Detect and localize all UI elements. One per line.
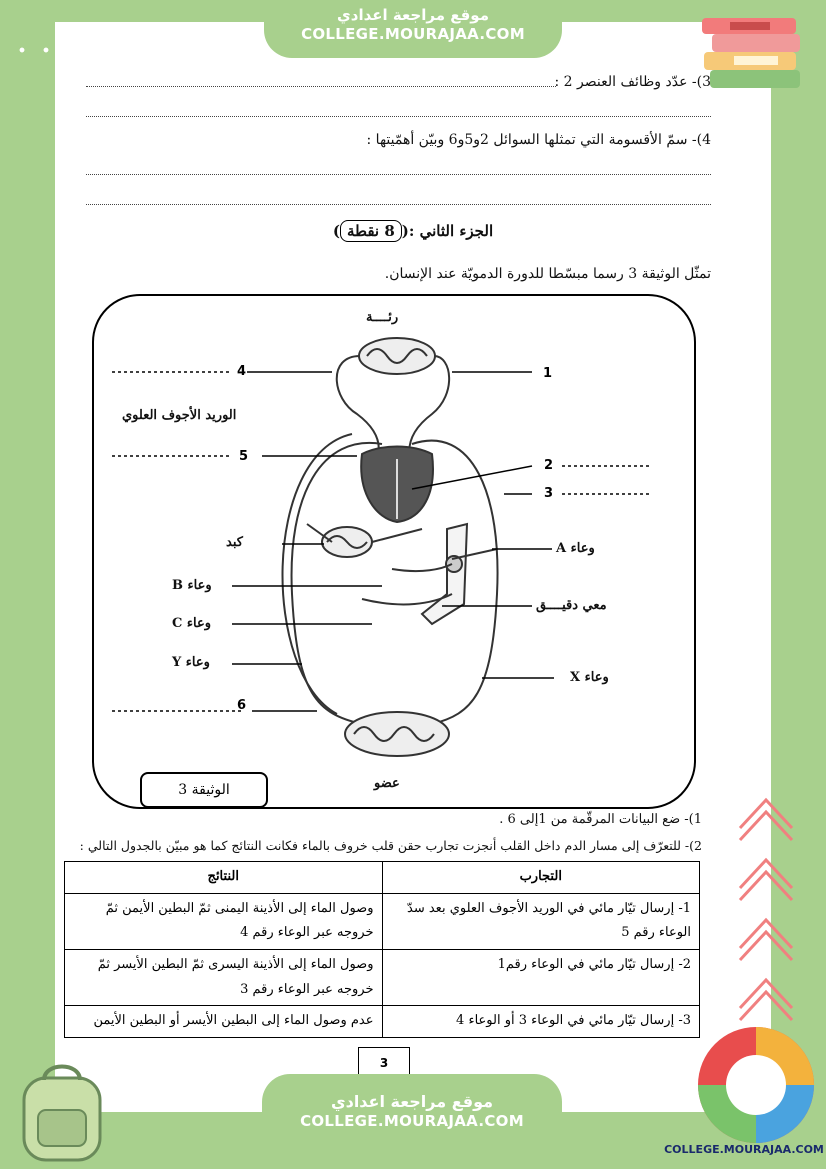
answer-line[interactable] bbox=[86, 174, 711, 175]
label-number-2: 2 bbox=[544, 458, 554, 473]
question-1: 1)- ضع البيانات المرقّمة من 1إلى 6 . bbox=[499, 812, 702, 827]
table-header: النتائج bbox=[65, 862, 383, 894]
label-organ: عضو bbox=[374, 776, 400, 791]
table-cell: وصول الماء إلى الأذينة اليمنى ثمّ البطين الأيمن ثمّ خروجه عبر الوعاء رقم 4 bbox=[65, 893, 383, 949]
label-small-intestine: معي دقيــــق bbox=[536, 598, 607, 613]
books-icon bbox=[700, 14, 808, 96]
table-row bbox=[65, 893, 700, 949]
backpack-icon bbox=[14, 1058, 110, 1164]
label-number-1: 1 bbox=[543, 366, 553, 381]
table-cell: عدم وصول الماء إلى البطين الأيسر أو البطين الأيمن bbox=[65, 1006, 383, 1038]
question-3: 3)- عدّد وظائف العنصر 2 : bbox=[554, 74, 711, 90]
label-number-5: 5 bbox=[239, 449, 249, 464]
question-4: 4)- سمّ الأقسومة التي تمثلها السوائل 2و5و6 وبيّن أهمّيتها : bbox=[366, 132, 711, 148]
lung-capillaries bbox=[359, 338, 435, 374]
table-cell: 3- إرسال تيّار مائي في الوعاء 3 أو الوعاء 4 bbox=[382, 1006, 700, 1038]
label-vessel-x: وعاء X bbox=[570, 670, 609, 685]
label-number-3: 3 bbox=[544, 486, 554, 501]
label-number-4: 4 bbox=[237, 364, 247, 379]
chevron-decoration-icon bbox=[736, 790, 796, 1030]
label-vessel-c: وعاء C bbox=[172, 616, 211, 631]
small-intestine bbox=[422, 524, 467, 624]
banner-title: موقع مراجعة اعدادي bbox=[337, 6, 489, 24]
table-cell: وصول الماء إلى الأذينة اليسرى ثمّ البطين الأيسر ثمّ خروجه عبر الوعاء رقم 3 bbox=[65, 950, 383, 1006]
site-banner-bottom[interactable] bbox=[262, 1074, 562, 1169]
label-lung: رئــــة bbox=[366, 310, 399, 325]
label-superior-vena-cava: الوريد الأجوف العلوي bbox=[122, 408, 237, 423]
page-number: 3 bbox=[358, 1047, 410, 1078]
diagram-intro: تمثّل الوثيقة 3 رسما مبسّطا للدورة الدمويّة عند الإنسان. bbox=[384, 266, 711, 282]
table-header: التجارب bbox=[382, 862, 700, 894]
points-badge: 8 نقطة bbox=[340, 220, 402, 242]
document-caption: الوثيقة 3 bbox=[140, 772, 268, 808]
decorative-dots bbox=[10, 46, 205, 54]
question-2: 2)- للتعرّف إلى مسار الدم داخل القلب أنجزت تجارب حقن قلب خروف بالماء فكانت النتائج كما هو مبيّن بالجدول التالي : bbox=[79, 838, 702, 853]
banner-title: موقع مراجعة اعدادي bbox=[330, 1092, 494, 1111]
banner-url[interactable]: COLLEGE.MOURAJAA.COM bbox=[301, 24, 525, 43]
label-vessel-a: وعاء A bbox=[556, 541, 595, 556]
label-number-6: 6 bbox=[237, 698, 247, 713]
table-cell: 1- إرسال تيّار مائي في الوريد الأجوف العلوي بعد سدّ الوعاء رقم 5 bbox=[382, 893, 700, 949]
table-cell: 2- إرسال تيّار مائي في الوعاء رقم1 bbox=[382, 950, 700, 1006]
answer-line[interactable] bbox=[86, 86, 556, 87]
table-row bbox=[65, 950, 700, 1006]
label-vessel-b: وعاء B bbox=[172, 578, 212, 593]
banner-url[interactable]: COLLEGE.MOURAJAA.COM bbox=[300, 1112, 524, 1130]
logo-text[interactable]: COLLEGE.MOURAJAA.COM bbox=[664, 1143, 824, 1156]
answer-line[interactable] bbox=[86, 116, 711, 117]
circulation-diagram bbox=[92, 294, 696, 809]
part-two-heading: الجزء الثاني :(8 نقطة) bbox=[332, 222, 494, 240]
table-row bbox=[65, 1006, 700, 1038]
table-header-row bbox=[65, 862, 700, 894]
site-logo-icon bbox=[695, 1024, 817, 1146]
results-table bbox=[64, 861, 700, 1038]
label-liver: كبد bbox=[226, 535, 243, 550]
answer-line[interactable] bbox=[86, 204, 711, 205]
label-vessel-y: وعاء Y bbox=[172, 655, 210, 670]
site-banner-top[interactable] bbox=[264, 0, 562, 58]
